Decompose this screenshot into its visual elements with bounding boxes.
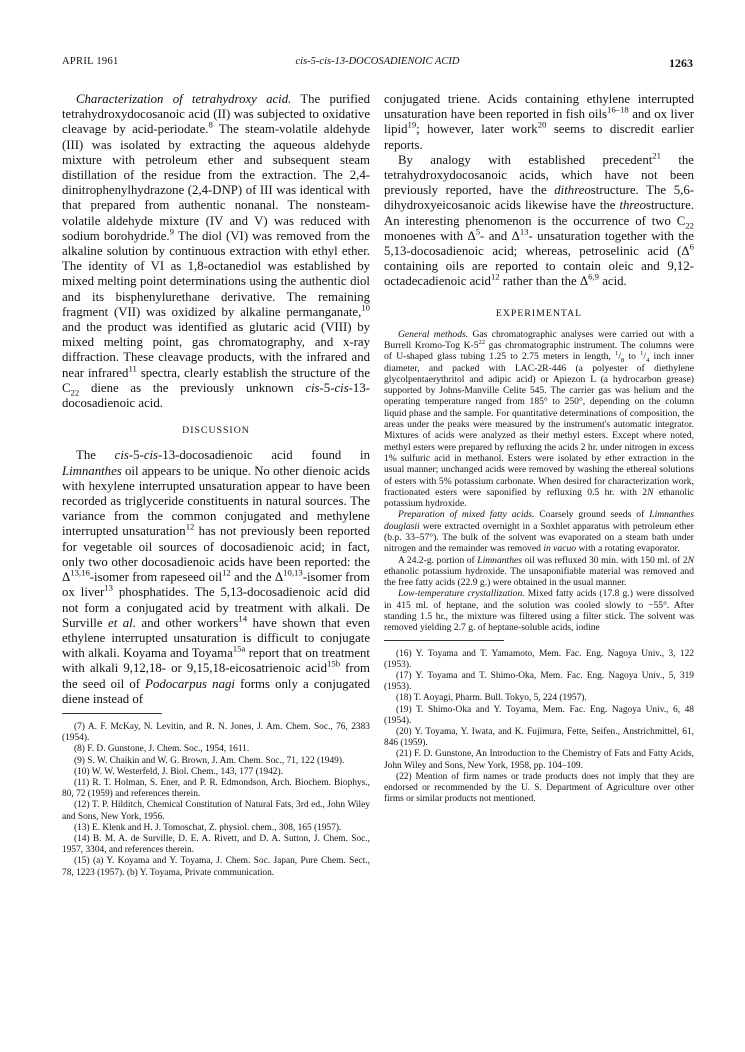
footnote: (8) F. D. Gunstone, J. Chem. Soc., 1954, 1611. [74, 744, 250, 755]
right-body [384, 92, 694, 290]
footnote: (22) Mention of firm names or trade products does not imply that they are endorsed or recommended by the U. S. Department of Agriculture over other firms or similar products not mentioned. [384, 771, 694, 805]
footnote-rule [62, 713, 162, 714]
footnotes-right [384, 649, 694, 806]
footnote: (13) E. Klenk and H. J. Tomoschat, Z. physiol. chem., 308, 165 (1957). [74, 822, 342, 833]
footnote: (20) Y. Toyama, Y. Iwata, and K. Fujimura, Fette, Seifen., Anstrichmittel, 61, 846 (1959). [384, 727, 694, 749]
footnote: (21) F. D. Gunstone, An Introduction to the Chemistry of Fats and Fatty Acids, John Wiley and Sons, New York, 1958, pp. 104–109. [384, 749, 694, 771]
footnote: (15) (a) Y. Koyama and Y. Toyama, J. Chem. Soc. Japan, Pure Chem. Sect., 78, 1223 (1957). (b) Y. Toyama, Private communication. [62, 856, 370, 878]
lead-in: General methods. [398, 328, 469, 340]
footnote: (10) W. W. Westerfeld, J. Biol. Chem., 143, 177 (1942). [74, 766, 283, 777]
left-column [62, 92, 370, 879]
footnote: (9) S. W. Chaikin and W. G. Brown, J. Am. Chem. Soc., 71, 122 (1949). [74, 755, 345, 766]
footnote: (19) T. Shimo-Oka and Y. Toyama, Mem. Fac. Eng. Nagoya Univ., 6, 48 (1954). [384, 704, 694, 726]
section-heading-experimental: EXPERIMENTAL [495, 307, 583, 319]
header-date: APRIL 1961 [62, 56, 119, 67]
header-title: cis-5-cis-13-DOCOSADIENOIC ACID [295, 56, 460, 67]
footnotes-left [62, 722, 370, 879]
footnote: (18) T. Aoyagi, Pharm. Bull. Tokyo, 5, 224 (1957). [396, 693, 587, 704]
left-body [62, 92, 370, 707]
footnote: (7) A. F. McKay, N. Levitin, and R. N. Jones, J. Am. Chem. Soc., 76, 2383 (1954). [62, 721, 370, 744]
experimental-body [384, 329, 694, 634]
paragraph-analogy: By analogy with established precedent$^{21}$ the tetrahydroxydocosanoic acids, which have not been previously reported, have the dithreostructure. The 5,6-dihydroxyeicosanoic acids likewise have the threostructure. An interesting phenomenon is the occurrence of two $C_{22}$ monoenes with $\Delta^5-$ and $\Delta^{13}-$ unsaturation together with the 5,13-docosadienoic acid; whereas, petroselinic acid ($\Delta^6$ containing oils are reported to contain oleic and 9,12-octadecadienoic acid$^{12}$ rather than the Δ$^{6,9}$ acid. [384, 150, 694, 289]
footnote: (17) Y. Toyama and T. Shimo-Oka, Mem. Fac. Eng. Nagoya Univ., 5, 319 (1953). [384, 671, 694, 693]
footnote: (14) B. M. A. de Surville, D. E. A. Rivett, and D. A. Sutton, J. Chem. Soc., 1957, 3304, and references therein. [62, 833, 370, 856]
footnote: (11) R. T. Holman, S. Ener, and P. R. Edmondson, Arch. Biochem. Biophys., 80, 72 (1959) and references therein. [62, 777, 370, 800]
paragraph-general-methods: General methods. Gas chromatographic analyses were carried out with a Burrell Kromo-Tog $K-5^{22}$ gas chromatographic instrument. The columns were of U-shaped glass tubing 1.25 to 2.75 meters in length, $^1/_8$ to $^1/_4$ inch inner diameter, and packed with LAC-2R-446 (a polyester of diethylene glycolpentaerythritol and adipic acid) or Apiezon L (a hydrocarbon grease) supported by Johns-Manville Celite 545. The carrier gas was helium and the operating temperature ranged from 185° to 250°, depending on the column liquid phase and the sample. For quantitative determinations of composition, the areas under the peaks were measured by the instrument's automatic integrator. Mixtures of acids were analyzed as their methyl esters. Except where noted, methyl esters were prepared by refluxing the acids 2 hr. under nitrogen in excess 1% sulfuric acid in methanol. Esters were isolated by ether extraction in the usual manner; unchanged acids were removed by washing the ethereal solutions of esters with 5% potassium carbonate. When desired for characterization work, fractionated esters were saponified by refluxing 0.5 hr. with 2N ethanolic potassium hydroxide. [384, 328, 695, 510]
footnote-rule [384, 640, 504, 641]
running-header [62, 56, 693, 72]
paragraph-low-temperature: Low-temperature crystallization. Mixed fatty acids (17.8 g.) were dissolved in 415 ml. of heptane, and the solution was cooled slowly to −55°. After standing 1.5 hr., the mixture was filtered using a filter stick. The solvent was removed yielding 2.7 g. of heptane-soluble acids, iodine [384, 588, 694, 634]
footnote: (16) Y. Toyama and T. Yamamoto, Mem. Fac. Eng. Nagoya Univ., 3, 122 (1953). [384, 648, 694, 670]
paragraph-saponification: A 24.2-g. portion of Limnanthes oil was refluxed 30 min. with 150 ml. of 2N ethanolic potassium hydroxide. The unsaponifiable material was removed and the free fatty acids (22.9 g.) were obtained in the usual manner. [384, 554, 694, 589]
paragraph-continued: conjugated triene. Acids containing ethylene interrupted unsaturation have been reported in fish oils$^{16-18}$ and ox liver lipid$^{19}$; however, later work$^{20}$ seems to discredit earlier reports. [384, 92, 694, 152]
lead-in: Preparation of mixed fatty acids. [398, 509, 535, 521]
lead-in: Low-temperature crystallization. [398, 588, 525, 600]
paragraph-discussion: The cis-5-cis-13-docosadienoic acid found in Limnanthes oil appears to be unique. No other dienoic acids with hexylene interrupted unsaturation appear to have been recorded as triglyceride constituents in natural sources. The variance from the common conjugated and methylene interrupted unsaturation$^{12}$ has not previously been reported for vegetable oil sources of docosadienoic acid; in fact, only two other docosadienoic acids have been reported: the Δ$^{13,16}$-isomer from rapeseed oil$^{12}$ and the Δ$^{10,13}$-isomer from ox liver$^{13}$ phosphatides. The 5,13-docosadienoic acid did not form a conjugated acid by treatment with alkali. De Surville et al. and other workers$^{14}$ have shown that even ethylene interrupted unsaturation is difficult to conjugate with alkali. Koyama and Toyama$^{15a}$ report that on treatment with alkali 9,12,18- or 9,15,18-eicosatrienoic acid$^{15b}$ from the seed oil of Podocarpus nagi forms only a conjugated diene instead of [62, 448, 371, 706]
section-heading-discussion: DISCUSSION [182, 425, 250, 437]
right-column [384, 92, 694, 806]
paragraph-preparation: Preparation of mixed fatty acids. Coarsely ground seeds of Limnanthes douglasii were extracted overnight in a Soxhlet apparatus with petroleum ether (b.p. 33–57°). The bulk of the solvent was evaporated on a steam bath under nitrogen and the remainder was removed in vacuo with a rotating evaporator. [384, 509, 695, 555]
paragraph-tetrahydroxy: Characterization of tetrahydroxy acid. The purified tetrahydroxydocosanoic acid (II) was subjected to oxidative cleavage by acid-periodate.$^8$ The steam-volatile aldehyde (III) was isolated by extracting the aqueous aldehyde mixture with petroleum ether and subsequent steam distillation of the residue from the extraction. The 2,4-dinitrophenylhydrazone (2,4-DNP) of III was identical with that prepared from authentic nonanal. The nonsteam-volatile aldehyde mixture (IV and V) was reduced with sodium borohydride.$^9$ The diol (VI) was removed from the alkaline solution by continuous extraction with ethyl ether. The identity of VI as 1,8-octanediol was established by mixed melting point determinations using the authentic diol and its bisphenylurethane derivative. The remaining fragment (VII) was oxidized by alkaline permanganate,$^{10}$ and the product was identified as glutaric acid (VIII) by mixed melting point, gas chromatography, and x-ray diffraction. These cleavage products, with the infrared and near infrared$^{11}$ spectra, clearly establish the structure of the $C_{22}$ diene as the previously unknown cis-5-cis-13-docosadienoic acid. [62, 92, 371, 411]
footnote: (12) T. P. Hilditch, Chemical Constitution of Natural Fats, 3rd ed., John Wiley and Sons, New York, 1956. [62, 800, 370, 822]
lead-in: Characterization of tetrahydroxy acid. [76, 92, 292, 106]
page-number: 1263 [669, 56, 693, 70]
